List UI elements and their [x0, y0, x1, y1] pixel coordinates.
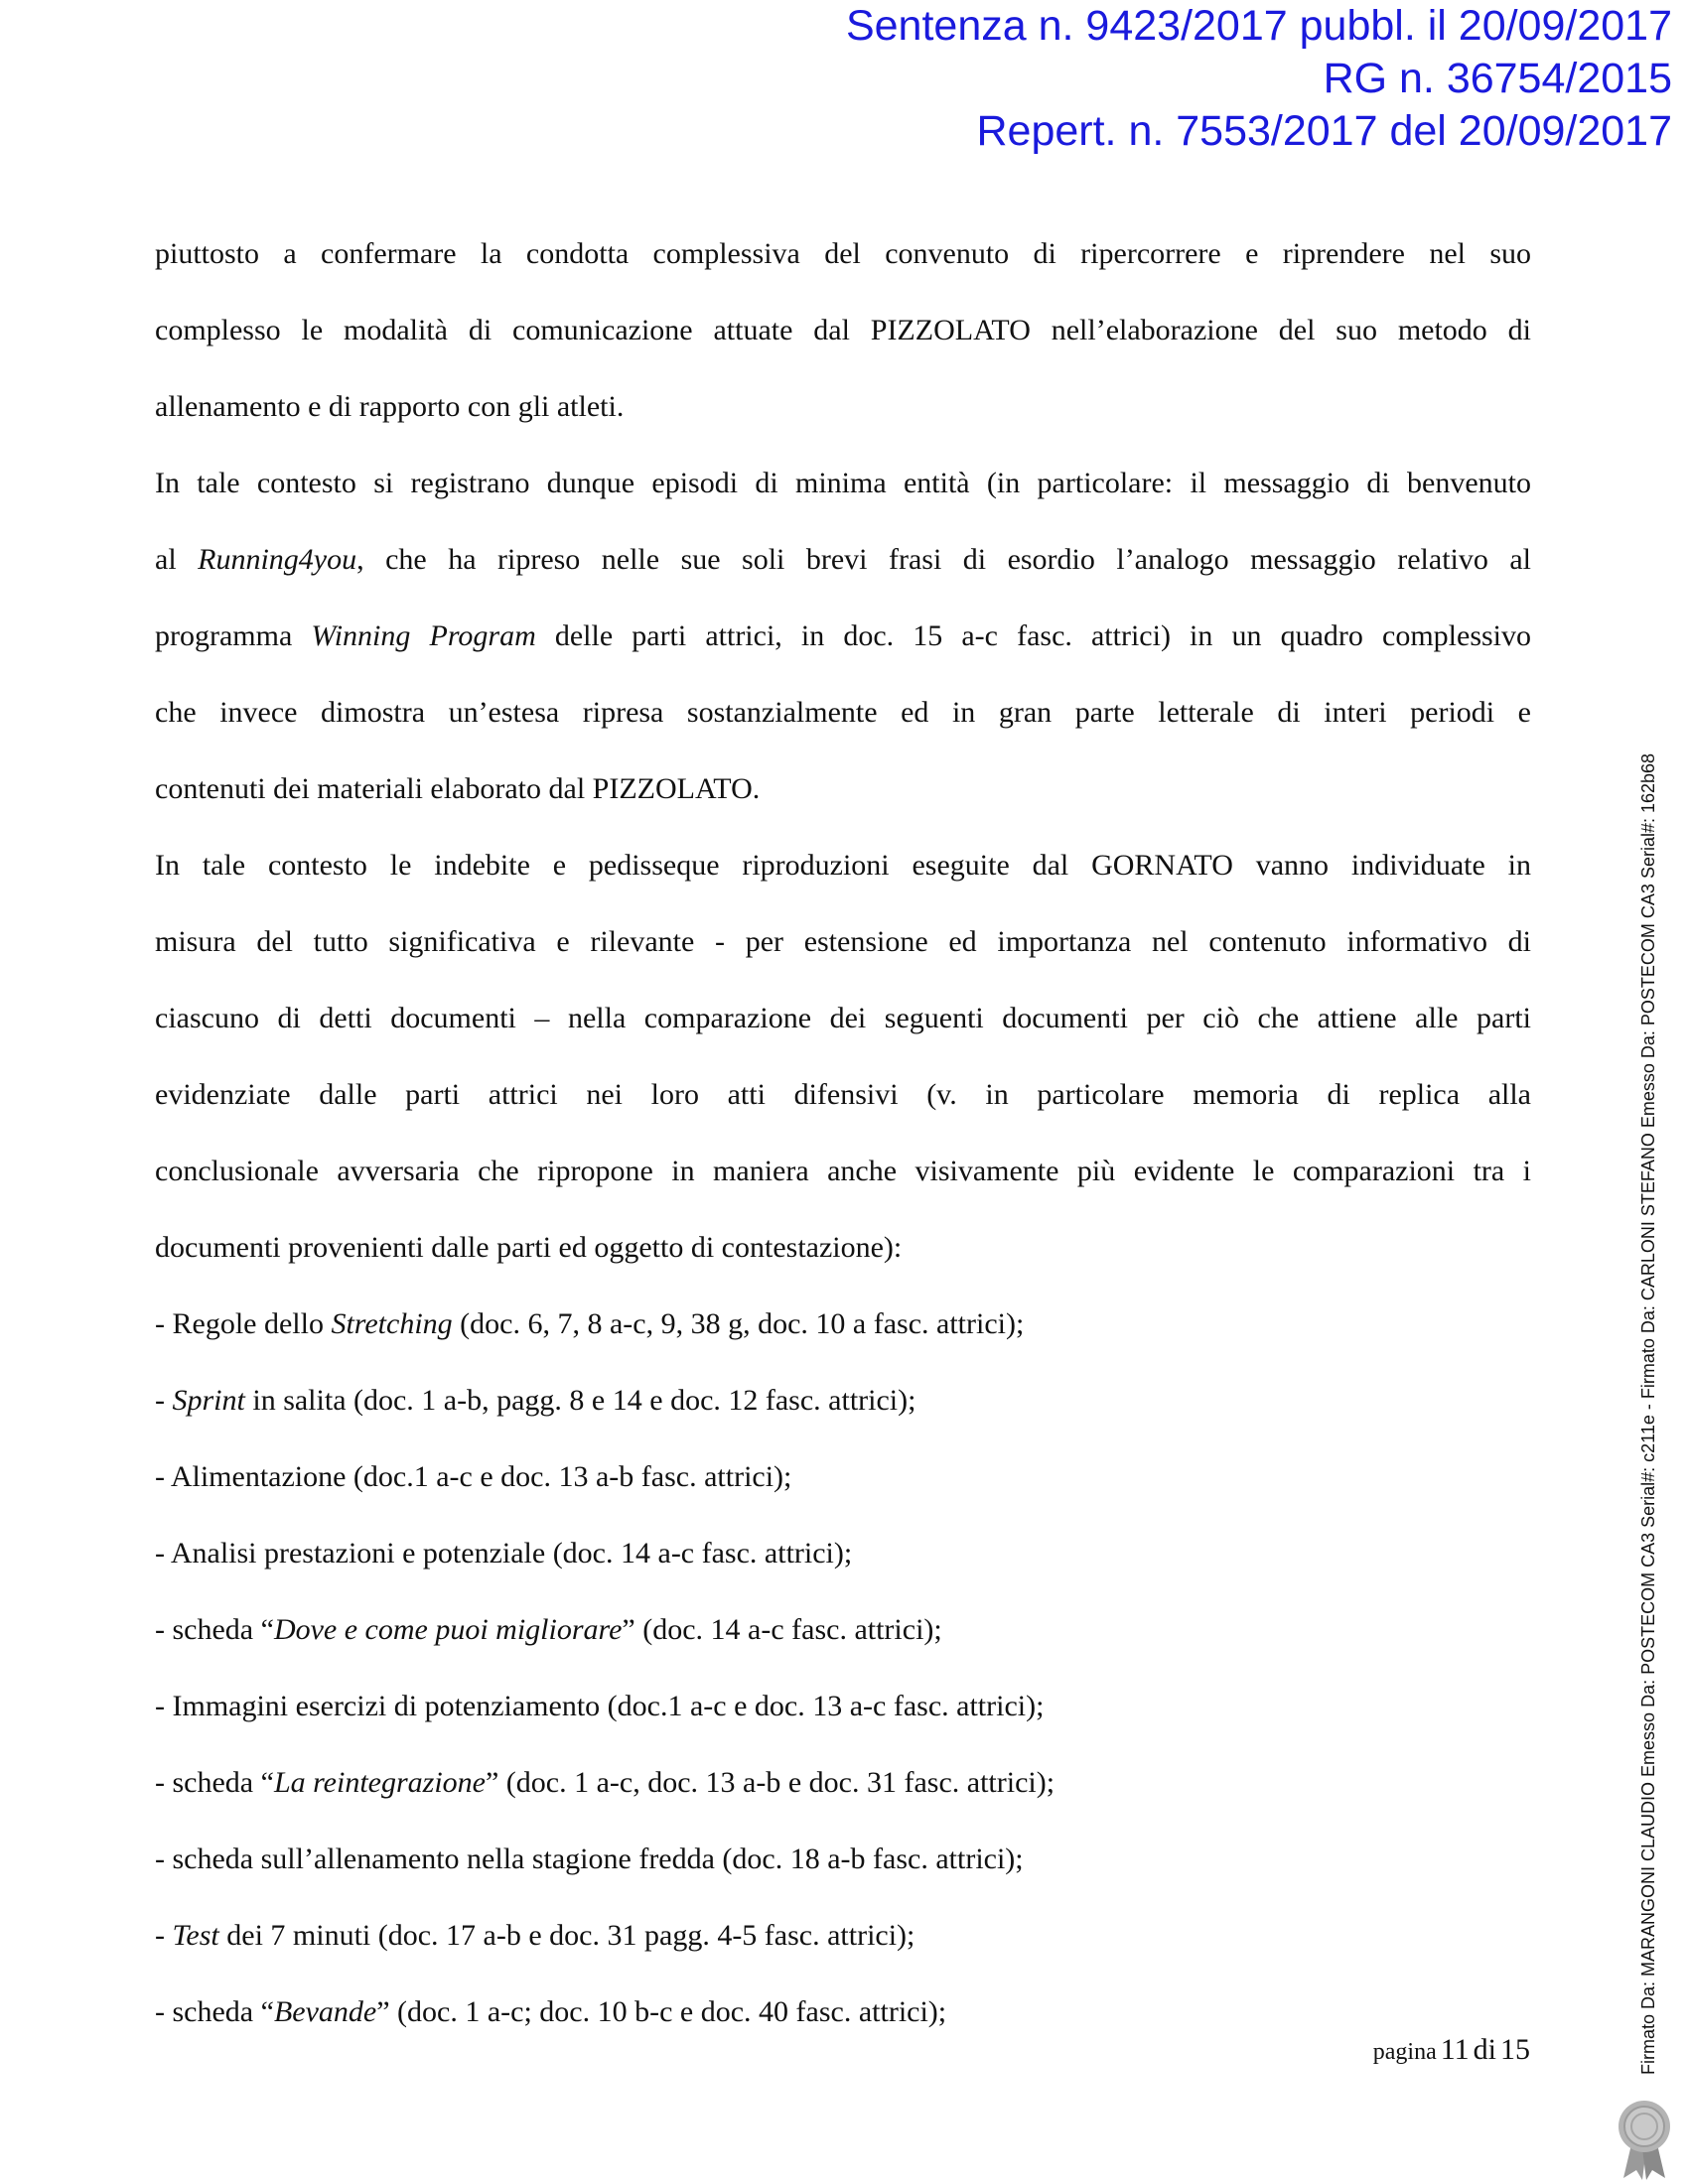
list-item: - scheda sull’allenamento nella stagione fredda (doc. 18 a-b fasc. attrici); — [155, 1843, 1024, 1875]
italic-term: Sprint — [172, 1384, 245, 1417]
rg-number: RG n. 36754/2015 — [1323, 55, 1672, 102]
list-item — [155, 1371, 1531, 1447]
italic-term: Dove e come puoi migliorare — [273, 1613, 623, 1646]
italic-term: Test — [172, 1919, 219, 1952]
text-span: in salita (doc. 1 a-b, pagg. 8 e 14 e doc. 12 fasc. attrici); — [244, 1384, 916, 1417]
text-span: - — [155, 1384, 173, 1417]
italic-term: Running4you — [198, 543, 357, 576]
total-pages: 15 — [1500, 2033, 1530, 2066]
list-item: - Analisi prestazioni e potenziale (doc. 14 a-c fasc. attrici); — [155, 1537, 853, 1570]
italic-term: La reintegrazione — [273, 1766, 486, 1799]
text-span: ” (doc. 14 a-c fasc. attrici); — [622, 1613, 942, 1646]
list-item: - Alimentazione (doc.1 a-c e doc. 13 a-b fasc. attrici); — [155, 1460, 792, 1493]
italic-term: Stretching — [331, 1307, 453, 1340]
italic-term: Winning Program — [311, 619, 536, 652]
text-span: programma — [155, 619, 312, 652]
text-span: al — [155, 543, 199, 576]
page-of-label: di — [1473, 2033, 1496, 2066]
text-span: ” (doc. 1 a-c, doc. 13 a-b e doc. 31 fasc. attrici); — [485, 1766, 1055, 1799]
paragraph-line: In tale contesto si registrano dunque episodi di minima entità (in particolare: il messaggio di benvenuto — [155, 467, 1531, 499]
text-span: dei 7 minuti (doc. 17 a-b e doc. 31 pagg. 4-5 fasc. attrici); — [218, 1919, 915, 1952]
paragraph-line: misura del tutto significativa e rilevante - per estensione ed importanza nel contenuto informativo di — [155, 925, 1531, 958]
paragraph-line — [155, 607, 1531, 683]
text-span: - scheda “ — [155, 1613, 274, 1646]
text-span: ” (doc. 1 a-c; doc. 10 b-c e doc. 40 fasc. attrici); — [376, 1995, 947, 2028]
digital-signature-text: Firmato Da: MARANGONI CLAUDIO Emesso Da: POSTECOM CA3 Serial#: c211e - Firmato Da: CARLONI STEFANO Emesso Da: POSTECOM CA3 Serial#: 162b68 — [1638, 752, 1658, 2075]
list-item — [155, 1753, 1531, 1830]
sentenza-number: Sentenza n. 9423/2017 pubbl. il 20/09/2017 — [845, 2, 1672, 50]
current-page: 11 — [1440, 2033, 1470, 2066]
document-body — [155, 224, 1531, 2059]
text-span: - — [155, 1919, 173, 1952]
text-span: delle parti attrici, in doc. 15 a-c fasc. attrici) in un quadro complessivo — [535, 619, 1531, 652]
page-number — [1373, 2033, 1530, 2067]
text-span: - scheda “ — [155, 1995, 274, 2028]
page-label: pagina — [1372, 2039, 1437, 2065]
paragraph-line: allenamento e di rapporto con gli atleti. — [155, 390, 625, 423]
list-item — [155, 1600, 1531, 1677]
text-span: (doc. 6, 7, 8 a-c, 9, 38 g, doc. 10 a fasc. attrici); — [452, 1307, 1025, 1340]
paragraph-line: evidenziate dalle parti attrici nei loro atti difensivi (v. in particolare memoria di replica alla — [155, 1078, 1531, 1111]
list-item — [155, 1982, 1531, 2059]
paragraph-line: conclusionale avversaria che ripropone in maniera anche visivamente più evidente le comparazioni tra i — [155, 1155, 1531, 1187]
paragraph-line — [155, 530, 1531, 607]
list-item — [155, 1295, 1531, 1371]
paragraph-line: complesso le modalità di comunicazione attuate dal PIZZOLATO nell’elaborazione del suo metodo di — [155, 314, 1531, 346]
paragraph-line: che invece dimostra un’estesa ripresa sostanzialmente ed in gran parte letterale di interi periodi e — [155, 696, 1531, 729]
paragraph-line: In tale contesto le indebite e pedisseque riproduzioni eseguite dal GORNATO vanno individuate in — [155, 849, 1531, 882]
list-item — [155, 1906, 1531, 1982]
paragraph-line: ciascuno di detti documenti – nella comparazione dei seguenti documenti per ciò che attiene alle parti — [155, 1002, 1531, 1034]
paragraph-line: contenuti dei materiali elaborato dal PIZZOLATO. — [155, 772, 761, 805]
repert-number: Repert. n. 7553/2017 del 20/09/2017 — [976, 107, 1672, 155]
paragraph-line: piuttosto a confermare la condotta complessiva del convenuto di ripercorrere e riprendere nel suo — [155, 237, 1531, 270]
italic-term: Bevande — [273, 1995, 377, 2028]
text-span: - Regole dello — [155, 1307, 332, 1340]
signature-seal-icon — [1610, 2097, 1679, 2181]
document-header — [846, 0, 1672, 158]
text-span: , che ha ripreso nelle sue soli brevi frasi di esordio l’analogo messaggio relativo al — [356, 543, 1532, 576]
list-item: - Immagini esercizi di potenziamento (doc.1 a-c e doc. 13 a-c fasc. attrici); — [155, 1690, 1045, 1722]
text-span: - scheda “ — [155, 1766, 274, 1799]
paragraph-line: documenti provenienti dalle parti ed oggetto di contestazione): — [155, 1231, 903, 1264]
